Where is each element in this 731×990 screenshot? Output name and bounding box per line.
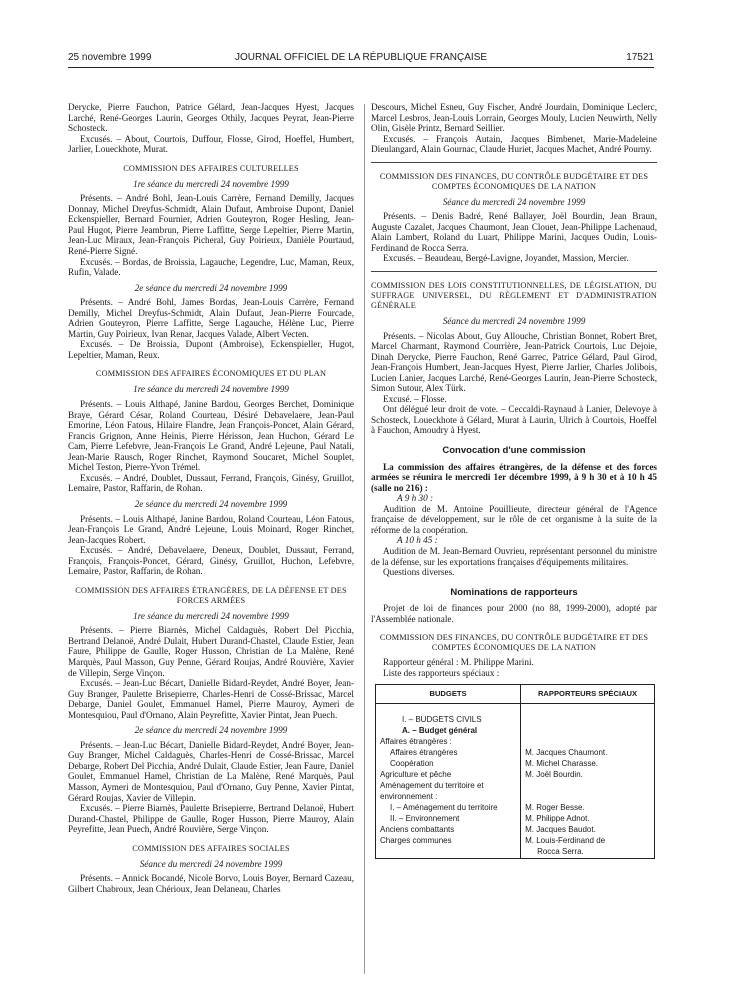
page-header <box>68 52 654 66</box>
session-heading: 2e séance du mercredi 24 novembre 1999 <box>134 725 288 736</box>
table-row <box>376 792 655 803</box>
budget-cell: I. – BUDGETS CIVILS <box>376 715 521 726</box>
table-row <box>376 704 655 716</box>
paragraph: Excusés. – De Broissia, Dupont (Ambroise), Eckenspieller, Hugot, Lepeltier, Maman, Reux. <box>68 339 354 360</box>
paragraph: Excusé. – Flosse. <box>383 393 447 404</box>
paragraph: Excusés. – André, Debavelaere, Deneux, Doublet, Dussaut, Ferrand, François, François-Poncet, Gérard, Ginésy, Gruillot, Huchon, Lefebvre, Lemaire, Pastor, Raffarin, de Rohan. <box>68 545 354 577</box>
session-heading: 1re séance du mercredi 24 novembre 1999 <box>133 610 289 621</box>
session-heading: 2e séance du mercredi 24 novembre 1999 <box>134 498 288 509</box>
paragraph: Présents. – Louis Althapé, Janine Bardou, Roland Courteau, Léon Fatous, Jean-François Le Grand, André Lejeune, Louis Moinard, Roger Rinchet, Jean-Jacques Robert. <box>68 513 354 545</box>
budget-cell: Charges communes <box>376 836 521 847</box>
rapporteur-cell: M. Roger Besse. <box>521 803 655 814</box>
table-row <box>376 803 655 814</box>
paragraph: Présents. – Louis Althapé, Janine Bardou, Georges Berchet, Dominique Braye, Gérard César, Roland Courteau, Désiré Debavelaere, Jean-Paul Emorine, Léon Fatous, Hilaire Flandre, Jean François-Poncet, Alain Gérard, Francis Grignon, Anne Heinis, Pierre Hérisson, Jean Huchon, Gérard Le Cam, Pierre Lefebvre, Jean-François Le Grand, André Lejeune, Paul Natali, Jean-Marie Rausch, Roger Rinchet, Raymond Soucaret, Michel Souplet, Michel Teston, Pierre-Yvon Trémel. <box>68 399 354 473</box>
paragraph: Présents. – Nicolas About, Guy Allouche, Christian Bonnet, Robert Bret, Marcel Charmant, Raymond Courrière, Jean-Patrick Courtois, Luc Dejoie, Dinah Derycke, Pierre Fauchon, René Garrec, Patrice Gélard, Paul Girod, Jean-François Humbert, Jean-Jacques Hyest, Pierre Jarlier, Charles Jolibois, Lucien Lanier, Jacques Larché, René-Georges Laurin, Jean-Pierre Schosteck, Simon Sutour, Alex Türk. <box>371 330 657 394</box>
table-row <box>376 715 655 726</box>
rapporteur-cell: M. Philippe Adnot. <box>521 814 655 825</box>
budget-cell: Agriculture et pêche <box>376 770 521 781</box>
header-date: 25 novembre 1999 <box>68 52 152 63</box>
paragraph: Excusés. – Jean-Luc Bécart, Danielle Bidard-Reydet, André Boyer, Jean-Guy Branger, Paulette Brisepierre, Charles-Henri de Cossé-Brissac, Marcel Debarge, Daniel Goulet, Emmanuel Hamel, Pierre Mauroy, Aymeri de Montesquiou, Paul d'Ornano, Alain Peyrefitte, Xavier Pintat, Jean Puech. <box>68 678 354 720</box>
section-heading: COMMISSION DES AFFAIRES ÉCONOMIQUES ET DU PLAN <box>95 369 327 379</box>
table-header: BUDGETS <box>376 685 521 704</box>
rapporteur-cell: M. Michel Charasse. <box>521 759 655 770</box>
paragraph: Présents. – Pierre Biarnès, Michel Caldaguès, Robert Del Picchia, Bertrand Delanoë, André Dulait, Hubert Durand-Chastel, Claude Estier, Jean Faure, Philippe de Gaulle, Roger Husson, Christian de La Malène, René Marquès, Paul Masson, Guy Penne, Gérard Roujas, André Rouvière, Xavier de Villepin, Serge Vinçon. <box>68 625 354 678</box>
session-heading: Séance du mercredi 24 novembre 1999 <box>442 196 586 207</box>
session-heading: 2e séance du mercredi 24 novembre 1999 <box>134 282 288 293</box>
paragraph: Excusés. – Bordas, de Broissia, Lagauche, Legendre, Luc, Maman, Reux, Rufin, Valade. <box>68 256 354 278</box>
rapporteur-cell: M. Jacques Baudot. <box>521 825 655 836</box>
section-heading: COMMISSION DES AFFAIRES SOCIALES <box>132 843 290 853</box>
paragraph: Derycke, Pierre Fauchon, Patrice Gélard, Jean-Jacques Hyest, Jacques Larché, René-Georges Laurin, Georges Othily, Jacques Peyrat, Jean-Pierre Schosteck. <box>68 102 354 134</box>
table-row <box>376 770 655 781</box>
section-heading: COMMISSION DES AFFAIRES CULTURELLES <box>123 163 299 173</box>
paragraph: Présents. – Denis Badré, René Ballayer, Joël Bourdin, Jean Braun, Auguste Cazalet, Jacques Chaumont, Jean Clouet, Jean-Philippe Lachenaud, Alain Lambert, Roland du Luart, Philippe Marini, Jacques Oudin, Louis-Ferdinand de Rocca Serra. <box>371 211 657 253</box>
budget-cell: Affaires étrangères <box>376 748 521 759</box>
paragraph: Présents. – André Bohl, James Bordas, Jean-Louis Carrère, Fernand Demilly, Michel Dreyfus-Schmidt, Alain Dufaut, Jean-Pierre Fourcade, Adrien Gouteyron, Pierre Laffitte, Serge Lagauche, Hélène Luc, Pierre Martin, Guy Poirieux, Ivan Renar, Jacques Valade, Albert Vecten. <box>68 297 354 339</box>
table-body <box>376 704 655 859</box>
section-heading: COMMISSION DES FINANCES, DU CONTRÔLE BUDGÉTAIRE ET DES COMPTES ÉCONOMIQUES DE LA NATION <box>379 633 649 653</box>
budget-cell: Aménagement du territoire et <box>376 781 521 792</box>
table-row <box>376 847 655 859</box>
session-heading: Séance du mercredi 24 novembre 1999 <box>139 858 283 869</box>
session-heading: 1re séance du mercredi 24 novembre 1999 <box>133 384 289 395</box>
budget-cell: Affaires étrangères : <box>376 737 521 748</box>
budget-cell: Coopération <box>376 759 521 770</box>
table-row <box>376 825 655 836</box>
header-rule <box>68 67 654 68</box>
budget-cell: environnement : <box>376 792 521 803</box>
table-row <box>376 759 655 770</box>
rapporteur-cell: Rocca Serra. <box>521 847 655 859</box>
rapporteur-cell: M. Jacques Chaumont. <box>521 748 655 759</box>
budget-cell: A. – Budget général <box>376 726 521 737</box>
section-heading: COMMISSION DES FINANCES, DU CONTRÔLE BUDGÉTAIRE ET DES COMPTES ÉCONOMIQUES DE LA NATION <box>379 171 649 191</box>
column-divider <box>364 104 365 974</box>
table-row <box>376 814 655 825</box>
paragraph: Rapporteur général : M. Philippe Marini. <box>383 657 534 668</box>
rapporteur-cell: M. Joël Bourdin. <box>521 770 655 781</box>
header-page-number: 17521 <box>626 52 654 63</box>
rapporteur-cell <box>521 726 655 737</box>
budget-cell <box>376 847 521 859</box>
table-header: RAPPORTEURS SPÉCIAUX <box>521 685 655 704</box>
session-heading: Séance du mercredi 24 novembre 1999 <box>442 316 586 327</box>
paragraph: Présents. – André Bohl, Jean-Louis Carrère, Fernand Demilly, Jacques Donnay, Michel Dreyfus-Schmidt, Alain Dufaut, Ambroise Dupont, Daniel Eckenspieller, Bernard Fournier, Adrien Gouteyron, Roger Hesling, Jean-Paul Hugot, Pierre Jeambrun, Pierre Laffitte, Serge Lepeltier, Pierre Martin, Jean-Luc Miraux, Jean-François Picheral, Guy Poirieux, Danièle Pourtaud, René-Pierre Signé. <box>68 193 354 257</box>
table-row <box>376 726 655 737</box>
budget-cell: II. – Environnement <box>376 814 521 825</box>
paragraph: Questions diverses. <box>383 567 455 578</box>
table-row <box>376 748 655 759</box>
table-row <box>376 737 655 748</box>
session-heading: 1re séance du mercredi 24 novembre 1999 <box>133 178 289 189</box>
divider <box>371 271 657 272</box>
budget-cell: Anciens combattants <box>376 825 521 836</box>
time-label: A 10 h 45 : <box>397 535 438 546</box>
rapporteur-cell <box>521 781 655 792</box>
table-row <box>376 781 655 792</box>
paragraph: Excusés. – About, Courtois, Duffour, Flosse, Girod, Hoeffel, Humbert, Jarlier, Loueckhote, Murat. <box>68 133 354 155</box>
budget-cell: I. – Aménagement du territoire <box>376 803 521 814</box>
paragraph: Audition de M. Antoine Pouillieute, directeur général de l'Agence française de développement, sur le rôle de cet organisme à la suite de la réforme de la coopération. <box>371 503 657 535</box>
left-column <box>68 102 354 894</box>
section-heading: Convocation d'une commission <box>442 445 586 457</box>
section-heading: COMMISSION DES LOIS CONSTITUTIONNELLES, DE LÉGISLATION, DU SUFFRAGE UNIVERSEL, DU RÈGLEMENT ET D'ADMINISTRATION GÉNÉRALE <box>371 281 657 311</box>
table-row <box>376 836 655 847</box>
paragraph: Excusés. – Pierre Biarnès, Paulette Brisepierre, Bertrand Delanoë, Hubert Durand-Chastel, Philippe de Gaulle, Roger Husson, Pierre Mauroy, Alain Peyrefitte, Jean Puech, André Rouvière, Serge Vinçon. <box>68 803 354 835</box>
paragraph: Excusés. – François Autain, Jacques Bimbenet, Marie-Madeleine Dieulangard, Alain Gournac, Claude Huriet, Jacques Machet, André Pourny. <box>371 133 657 155</box>
paragraph: Présents. – Annick Bocandé, Nicole Borvo, Louis Boyer, Bernard Cazeau, Gilbert Chabroux, Jean Chérioux, Jean Delaneau, Charles <box>68 873 354 894</box>
paragraph: Descours, Michel Esneu, Guy Fischer, André Jourdain, Dominique Leclerc, Marcel Lesbros, Jean-Louis Lorrain, Georges Mouly, Lucien Neuwirth, Nelly Olin, Gisèle Printz, Bernard Seillier. <box>371 102 657 134</box>
rapporteurs-table <box>375 684 655 859</box>
rapporteur-cell <box>521 792 655 803</box>
paragraph: Excusés. – Beaudeau, Bergé-Lavigne, Joyandet, Massion, Mercier. <box>383 253 629 264</box>
rapporteur-cell <box>521 737 655 748</box>
paragraph: Liste des rapporteurs spéciaux : <box>383 667 500 678</box>
paragraph: La commission des affaires étrangères, de la défense et des forces armées se réunira le mercredi 1er décembre 1999, à 9 h 30 et à 10 h 45 (salle no 216) : <box>371 461 657 493</box>
time-label: A 9 h 30 : <box>397 493 434 504</box>
rapporteur-cell <box>521 715 655 726</box>
right-column <box>371 102 657 859</box>
section-heading: Nominations de rapporteurs <box>450 586 578 598</box>
paragraph: Présents. – Jean-Luc Bécart, Danielle Bidard-Reydet, André Boyer, Jean-Guy Branger, Michel Caldaguès, Charles-Henri de Cossé-Brissac, Marcel Debarge, Robert Del Picchia, André Dulait, Claude Estier, Jean Faure, Daniel Goulet, Emmanuel Hamel, Christian de La Malène, René Marquès, Paul Masson, Aymeri de Montesquiou, Paul d'Ornano, Guy Penne, Xavier Pintat, Gérard Roujas, Xavier de Villepin. <box>68 739 354 803</box>
rapporteur-cell: M. Louis-Ferdinand de <box>521 836 655 847</box>
paragraph: Projet de loi de finances pour 2000 (no 88, 1999-2000), adopté par l'Assemblée nationale. <box>371 603 657 624</box>
paragraph: Excusés. – André, Doublet, Dussaut, Ferrand, François, Ginésy, Gruillot, Lemaire, Pastor, Raffarin, de Rohan. <box>68 472 354 494</box>
paragraph: Ont délégué leur droit de vote. – Ceccaldi-Raynaud à Lanier, Delevoye à Schosteck, Loueckhote à Gélard, Murat à Laurin, Ulrich à Courtois, Hoeffel à Fauchon, Amoudry à Hyest. <box>371 404 657 436</box>
section-heading: COMMISSION DES AFFAIRES ÉTRANGÈRES, DE LA DÉFENSE ET DES FORCES ARMÉES <box>75 585 347 605</box>
divider <box>371 162 657 163</box>
header-title: JOURNAL OFFICIEL DE LA RÉPUBLIQUE FRANÇAISE <box>234 52 488 63</box>
paragraph: Audition de M. Jean-Bernard Ouvrieu, représentant personnel du ministre de la défense, sur les exportations françaises d'équipements militaires. <box>371 545 657 567</box>
